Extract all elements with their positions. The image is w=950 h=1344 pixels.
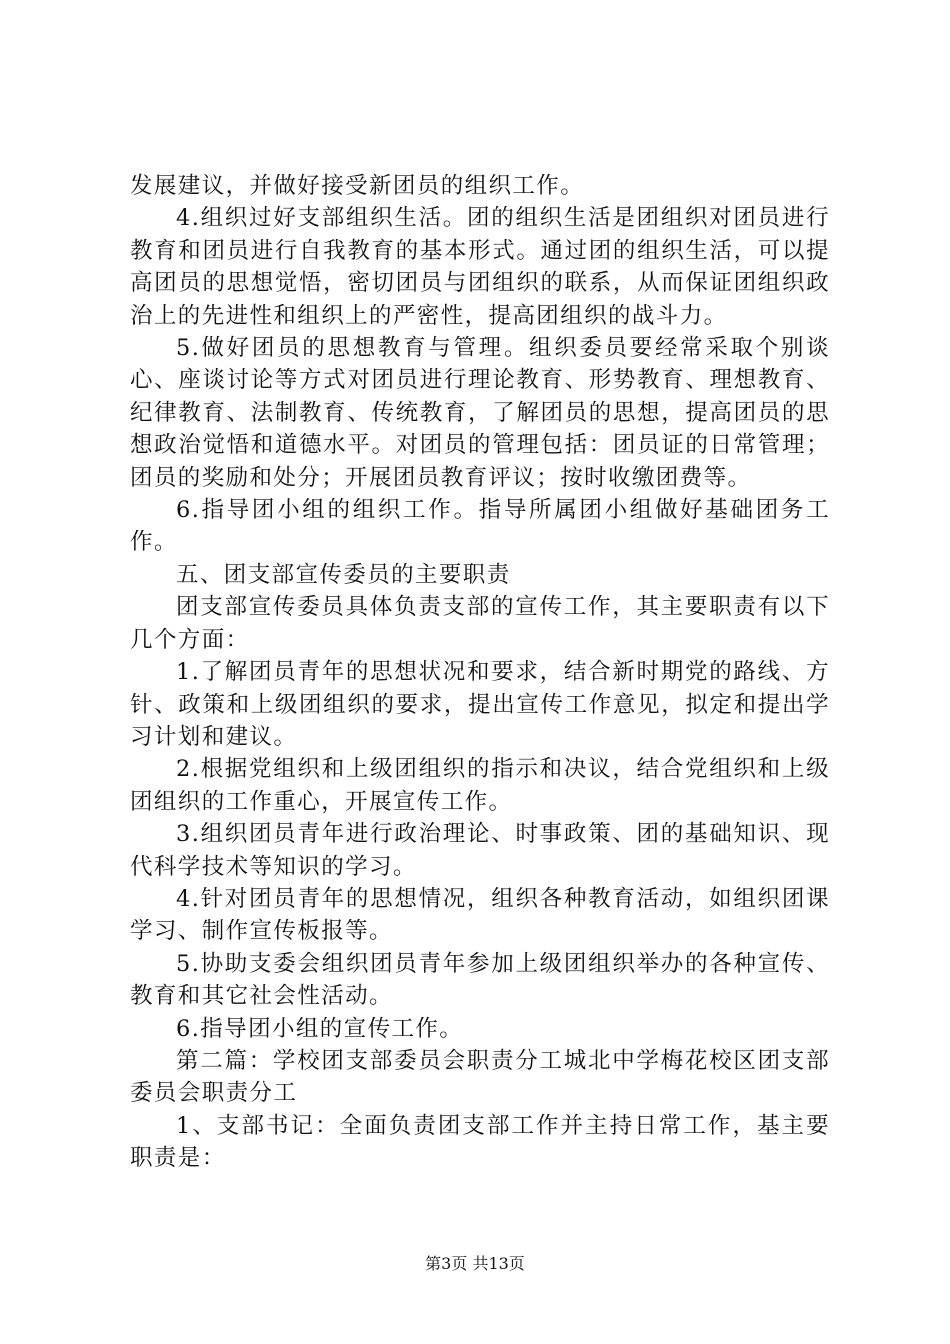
- paragraph: 发展建议，并做好接受新团员的组织工作。: [130, 173, 585, 199]
- paragraph: 2.根据党组织和上级团组织的指示和决议，结合党组织和上级团组织的工作重心，开展宣传工作。: [130, 756, 830, 815]
- paragraph: 4.组织过好支部组织生活。团的组织生活是团组织对团员进行教育和团员进行自我教育的基本形式。通过团的组织生活，可以提高团员的思想觉悟，密切团员与团组织的联系，从而保证团组织政治上的先进性和组织上的严密性，提高团组织的战斗力。: [130, 205, 830, 329]
- document-body: [130, 170, 830, 1175]
- paragraph: 4.针对团员青年的思想情况，组织各种教育活动，如组织团课学习、制作宣传板报等。: [130, 885, 830, 945]
- paragraph: 1、支部书记：全面负责团支部工作并主持日常工作，基主要职责是：: [130, 1112, 830, 1172]
- paragraph: 3.组织团员青年进行政治理论、时事政策、团的基础知识、现代科学技术等知识的学习。: [130, 821, 830, 880]
- paragraph: 6.指导团小组的宣传工作。: [176, 1015, 464, 1042]
- paragraph: 团支部宣传委员具体负责支部的宣传工作，其主要职责有以下几个方面：: [130, 594, 830, 653]
- section-heading: 五、团支部宣传委员的主要职责: [176, 561, 511, 588]
- paragraph: 5.做好团员的思想教育与管理。组织委员要经常采取个别谈心、座谈讨论等方式对团员进行理论教育、形势教育、理想教育、纪律教育、法制教育、传统教育，了解团员的思想，提高团员的思想政治觉悟和道德水平。对团员的管理包括：团员证的日常管理；团员的奖励和处分；开展团员教育评议；按时收缴团费等。: [130, 335, 830, 491]
- paragraph: 5.协助支委会组织团员青年参加上级团组织举办的各种宣传、教育和其它社会性活动。: [130, 950, 830, 1010]
- paragraph: 1.了解团员青年的思想状况和要求，结合新时期党的路线、方针、政策和上级团组织的要求，提出宣传工作意见，拟定和提出学习计划和建议。: [130, 659, 830, 750]
- page-number-footer: 第3页 共13页: [425, 1254, 525, 1273]
- paragraph: 6.指导团小组的组织工作。指导所属团小组做好基础团务工作。: [130, 497, 830, 556]
- chapter-heading: 第二篇：学校团支部委员会职责分工城北中学梅花校区团支部委员会职责分工: [130, 1047, 830, 1107]
